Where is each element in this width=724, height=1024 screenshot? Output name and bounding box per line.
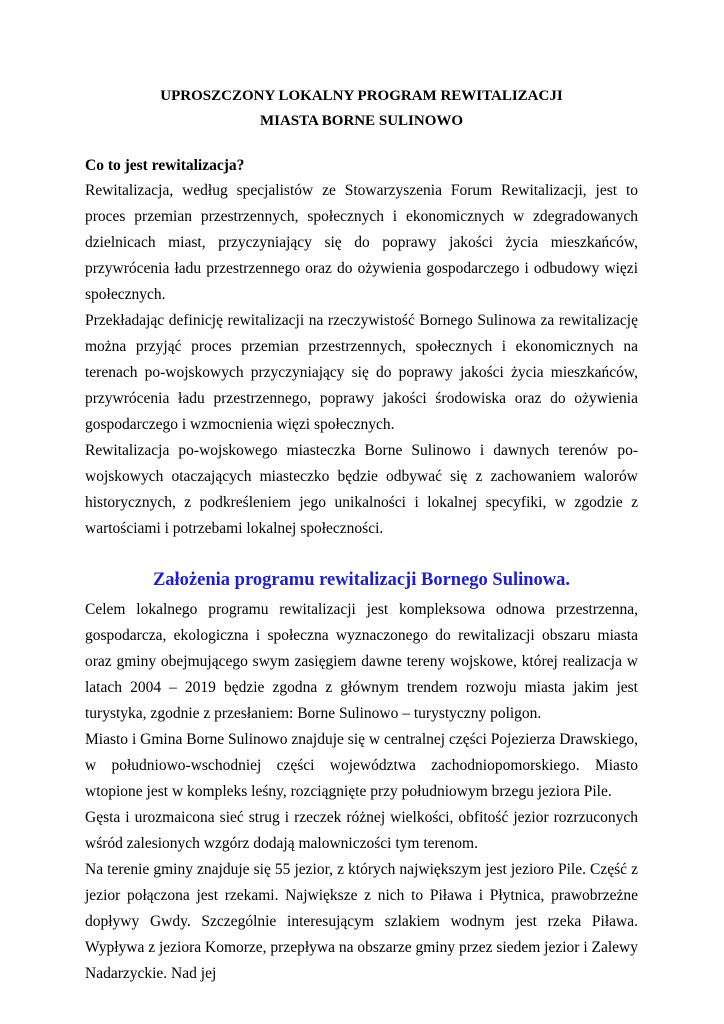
intro-paragraph-3: Rewitalizacja po-wojskowego miasteczka Borne Sulinowo i dawnych terenów po-wojskowych otaczających miasteczko będzie odbywać się z zachowaniem walorów historycznych, z podkreśleniem jego unikalności i lokalnej specyfiki, w zgodzie z wartościami i potrzebami lokalnej społeczności. <box>85 442 638 537</box>
section-paragraph-4: Na terenie gminy znajduje się 55 jezior, z których największym jest jezioro Pile. Część z jezior połączona jest rzekami. Największe z nich to Piława i Płytnica, prawobrzeżne dopływy Gwdy. Szczególnie interesującym szlakiem wodnym jest rzeka Piława. Wypływa z jeziora Komorze, przepływa na obszarze gminy przez siedem jezior i Zalewy Nadarzyckie. Nad jej <box>85 861 638 982</box>
section-paragraph-3: Gęsta i urozmaicona sieć strug i rzeczek różnej wielkości, obfitość jezior rozrzuconych wśród zalesionych wzgórz dodają malowniczości tym terenom. <box>85 809 638 852</box>
intro-heading: Co to jest rewitalizacja? <box>85 157 245 174</box>
document-page <box>85 84 638 987</box>
section-paragraph-2: Miasto i Gmina Borne Sulinowo znajduje się w centralnej części Pojezierza Drawskiego, w południowo-wschodniej części województwa zachodniopomorskiego. Miasto wtopione jest w kompleks leśny, rozciągnięte przy południowym brzegu jeziora Pile. <box>85 731 638 800</box>
intro-paragraph-2: Przekładając definicję rewitalizacji na rzeczywistość Bornego Sulinowa za rewitalizację można przyjąć proces przemian przestrzennych, społecznych i ekonomicznych na terenach po-wojskowych przyczyniający się do poprawy jakości życia mieszkańców, przywrócenia ładu przestrzennego, poprawy jakości środowiska oraz do ożywienia gospodarczego i wzmocnienia więzi społecznych. <box>85 312 638 433</box>
intro-paragraph-1: Rewitalizacja, według specjalistów ze Stowarzyszenia Forum Rewitalizacji, jest to proces przemian przestrzennych, społecznych i ekonomicznych w zdegradowanych dzielnicach miast, przyczyniający się do poprawy jakości życia mieszkańców, przywrócenia ładu przestrzennego oraz do ożywienia gospodarczego i odbudowy więzi społecznych. <box>85 182 638 303</box>
document-title-line-1: UPROSZCZONY LOKALNY PROGRAM REWITALIZACJI <box>160 88 563 104</box>
section-heading: Założenia programu rewitalizacji Bornego Sulinowa. <box>152 570 571 590</box>
section-paragraph-1: Celem lokalnego programu rewitalizacji jest kompleksowa odnowa przestrzenna, gospodarcza, ekologiczna i społeczna wyznaczonego do rewitalizacji obszaru miasta oraz gminy obejmującego swym zasięgiem dawne tereny wojskowe, której realizacja w latach 2004 – 2019 będzie zgodna z głównym trendem rozwoju miasta jakim jest turystyka, zgodnie z przesłaniem: Borne Sulinowo – turystyczny poligon. <box>85 601 638 722</box>
title-spacer <box>85 134 638 153</box>
document-title-line-2: MIASTA BORNE SULINOWO <box>259 113 464 129</box>
